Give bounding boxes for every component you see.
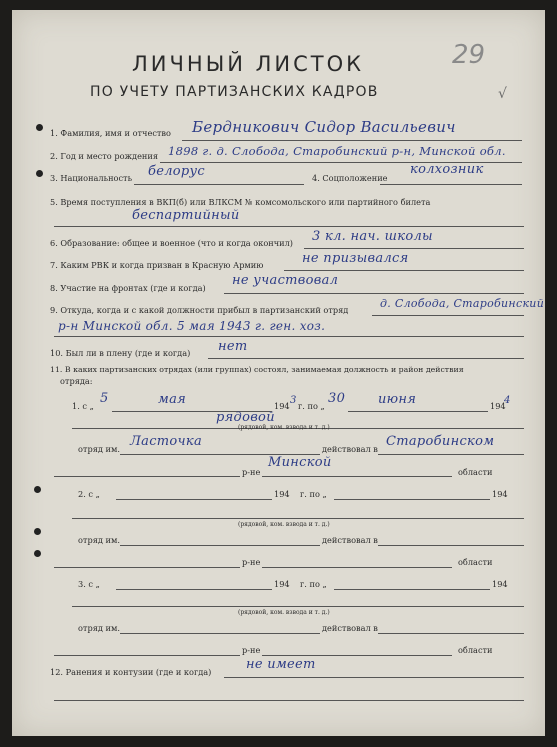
service-2-from-line bbox=[116, 499, 272, 500]
field-12-value: не имеет bbox=[246, 657, 316, 672]
field-7-value: не призывался bbox=[302, 251, 409, 266]
punch-hole bbox=[34, 486, 41, 493]
field-1-label: 1. Фамилия, имя и отчество bbox=[50, 128, 171, 138]
field-9-value-1: д. Слобода, Старобинский bbox=[380, 297, 545, 310]
service-1-rank-caption: (рядовой, ком. взвода и т. д.) bbox=[238, 424, 330, 431]
personal-record-sheet bbox=[12, 10, 545, 736]
document-title: ЛИЧНЫЙ ЛИСТОК bbox=[132, 52, 365, 76]
service-1-year-digit: 3 bbox=[290, 395, 297, 406]
service-1-otryad-label: отряд им. bbox=[78, 444, 120, 454]
service-3-acted-line bbox=[378, 633, 524, 634]
service-2-oblast-line bbox=[262, 567, 452, 568]
field-12-line-2 bbox=[54, 700, 524, 701]
service-2-year-to-prefix: 194 bbox=[492, 489, 508, 499]
service-1-to: г. по „ bbox=[298, 401, 325, 411]
field-5-value: беспартийный bbox=[132, 208, 240, 223]
service-3-from-line bbox=[116, 589, 272, 590]
field-9-line-2 bbox=[54, 336, 524, 337]
field-3-label: 3. Национальность bbox=[50, 173, 133, 183]
service-1-month: мая bbox=[158, 392, 187, 407]
field-11-label: 11. В каких партизанских отрядах (или группах) состоял, занимаемая должность и район действия bbox=[50, 365, 464, 374]
field-9-value-2: р-н Минской обл. 5 мая 1943 г. ген. хоз. bbox=[58, 319, 326, 333]
service-1-day-to: 30 bbox=[328, 391, 346, 406]
service-1-year-to-digit: 4 bbox=[504, 395, 511, 406]
service-1-otryad-value: Ласточка bbox=[130, 434, 203, 449]
service-1-year-to-prefix: 194 bbox=[490, 401, 506, 411]
field-8-line bbox=[224, 293, 524, 294]
field-2-label: 2. Год и место рождения bbox=[50, 151, 158, 161]
document-subtitle: ПО УЧЕТУ ПАРТИЗАНСКИХ КАДРОВ bbox=[90, 84, 379, 100]
service-1-acted-line bbox=[378, 454, 524, 455]
field-1-value: Бердникович Сидор Васильевич bbox=[192, 118, 456, 136]
service-2-to: г. по „ bbox=[300, 489, 327, 499]
service-1-acted-label: действовал в bbox=[322, 444, 378, 454]
service-3-otryad-line bbox=[120, 633, 320, 634]
field-6-line bbox=[304, 248, 524, 249]
field-4-label: 4. Соцположение bbox=[312, 173, 388, 183]
service-1-district: Старобинском bbox=[386, 434, 495, 449]
service-2-to-line bbox=[334, 499, 490, 500]
service-3-acted-label: действовал в bbox=[322, 623, 378, 633]
service-2-from: 2. с „ bbox=[78, 489, 100, 499]
field-12-label: 12. Ранения и контузии (где и когда) bbox=[50, 667, 212, 677]
field-7-label: 7. Каким РВК и когда призван в Красную Армию bbox=[50, 260, 264, 270]
service-2-oblast-label: области bbox=[458, 557, 493, 567]
service-2-otryad-label: отряд им. bbox=[78, 535, 120, 545]
field-9-line-1 bbox=[372, 315, 524, 316]
service-2-otryad-line bbox=[120, 545, 320, 546]
service-3-otryad-label: отряд им. bbox=[78, 623, 120, 633]
field-5-label: 5. Время поступления в ВКП(б) или ВЛКСМ № комсомольского или партийного билета bbox=[50, 197, 431, 207]
field-3-line bbox=[134, 184, 304, 185]
service-3-oblast-label: области bbox=[458, 645, 493, 655]
service-1-day: 5 bbox=[100, 391, 109, 406]
service-1-year-prefix: 194 bbox=[274, 401, 290, 411]
service-1-to-line bbox=[348, 411, 488, 412]
field-6-label: 6. Образование: общее и военное (что и когда окончил) bbox=[50, 238, 293, 248]
service-2-rne-label: р-не bbox=[242, 557, 261, 567]
field-7-line bbox=[284, 270, 524, 271]
service-1-oblast-line bbox=[262, 476, 452, 477]
service-2-rank-caption: (рядовой, ком. взвода и т. д.) bbox=[238, 521, 330, 528]
field-11-label-cont: отряда: bbox=[60, 376, 93, 386]
service-3-oblast-line bbox=[262, 655, 452, 656]
punch-hole bbox=[36, 124, 43, 131]
service-3-rne-label: р-не bbox=[242, 645, 261, 655]
service-2-acted-label: действовал в bbox=[322, 535, 378, 545]
service-3-to: г. по „ bbox=[300, 579, 327, 589]
service-2-district-line bbox=[54, 567, 240, 568]
check-mark: √ bbox=[498, 86, 507, 102]
field-1-line bbox=[182, 140, 522, 141]
field-4-value: колхозник bbox=[410, 162, 484, 177]
service-1-district-line bbox=[54, 476, 240, 477]
service-3-rank-line bbox=[72, 606, 524, 607]
service-1-oblast-label: области bbox=[458, 467, 493, 477]
field-10-line bbox=[208, 358, 524, 359]
service-2-acted-line bbox=[378, 545, 524, 546]
service-1-rank: рядовой bbox=[216, 410, 275, 425]
punch-hole bbox=[36, 170, 43, 177]
service-3-from: 3. с „ bbox=[78, 579, 100, 589]
page-number: 29 bbox=[452, 40, 486, 70]
field-8-label: 8. Участие на фронтах (где и когда) bbox=[50, 283, 206, 293]
service-3-to-line bbox=[334, 589, 490, 590]
field-4-line bbox=[380, 184, 522, 185]
field-3-value: белорус bbox=[148, 164, 205, 179]
field-6-value: 3 кл. нач. школы bbox=[312, 229, 433, 244]
service-3-district-line bbox=[54, 655, 240, 656]
service-2-rank-line bbox=[72, 518, 524, 519]
field-12-line bbox=[224, 677, 524, 678]
punch-hole bbox=[34, 528, 41, 535]
field-10-value: нет bbox=[218, 339, 248, 354]
service-1-month-to: июня bbox=[378, 392, 417, 407]
service-3-year-to-prefix: 194 bbox=[492, 579, 508, 589]
field-5-line bbox=[54, 226, 524, 227]
punch-hole bbox=[34, 550, 41, 557]
field-10-label: 10. Был ли в плену (где и когда) bbox=[50, 348, 191, 358]
service-3-year-prefix: 194 bbox=[274, 579, 290, 589]
field-2-value: 1898 г. д. Слобода, Старобинский р-н, Минской обл. bbox=[168, 144, 506, 158]
field-9-label: 9. Откуда, когда и с какой должности прибыл в партизанский отряд bbox=[50, 305, 349, 315]
service-3-rank-caption: (рядовой, ком. взвода и т. д.) bbox=[238, 609, 330, 616]
service-2-year-prefix: 194 bbox=[274, 489, 290, 499]
field-8-value: не участвовал bbox=[232, 273, 339, 288]
service-1-rne-label: р-не bbox=[242, 467, 261, 477]
service-1-from: 1. с „ bbox=[72, 401, 94, 411]
service-1-oblast: Минской bbox=[268, 455, 332, 470]
